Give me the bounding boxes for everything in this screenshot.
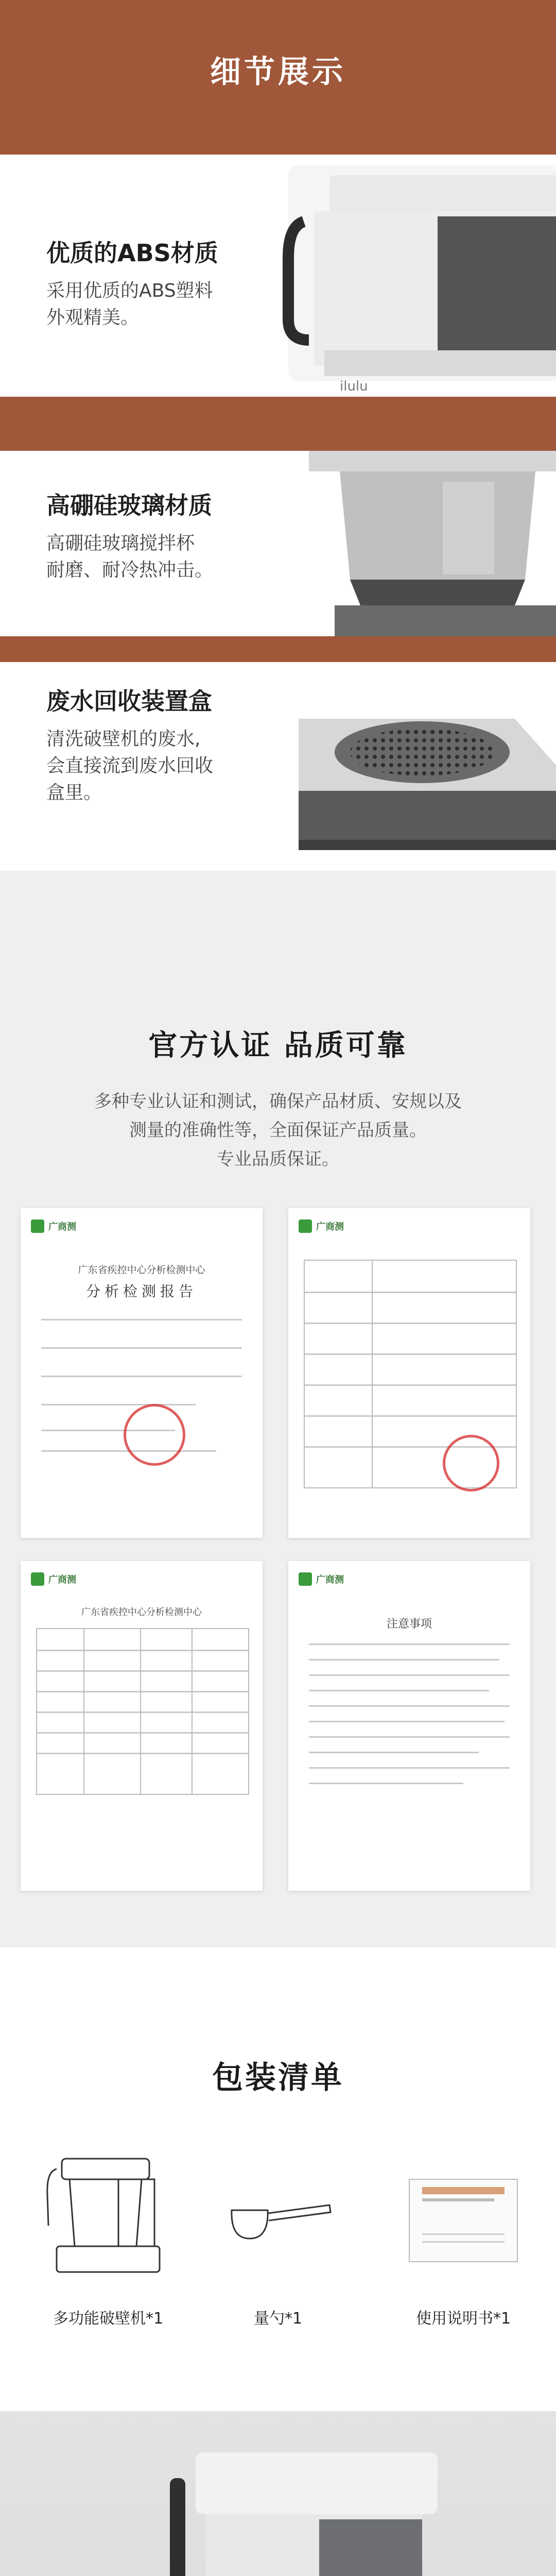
- cert-document: [21, 1561, 263, 1891]
- feature-text: 耐磨、耐冷热冲击。: [46, 560, 214, 581]
- glass-jar-image: [309, 451, 556, 636]
- stamp-icon: [443, 1435, 499, 1492]
- cert-title: 官方认证 品质可靠: [148, 1029, 408, 1062]
- feature-heading: 优质的ABS材质: [46, 239, 218, 267]
- feature-text: 高硼硅玻璃搅拌杯: [46, 533, 195, 554]
- package-item-label: 使用说明书*1: [415, 2310, 511, 2328]
- cert-document: [21, 1208, 263, 1538]
- package-item-label: 多功能破壁机*1: [53, 2310, 164, 2328]
- feature-heading: 废水回收装置盒: [46, 687, 212, 715]
- measuring-spoon-icon: [227, 2190, 335, 2251]
- feature-text: 外观精美。: [46, 307, 140, 328]
- brand-logo-icon: [299, 1219, 312, 1233]
- feature-abs: [0, 155, 556, 397]
- product-photo-illustration: [0, 2411, 556, 2576]
- feature-text: 会直接流到废水回收: [46, 755, 214, 776]
- waste-box-image: [288, 662, 556, 871]
- doc-org: 广东省疾控中心分析检测中心: [81, 1607, 202, 1618]
- doc-brand: 广商测: [316, 1574, 344, 1585]
- brand-logo-icon: [31, 1572, 44, 1586]
- doc-brand: 广商测: [48, 1222, 76, 1232]
- manual-icon: [407, 2177, 520, 2264]
- package-item-label: 量勺*1: [253, 2310, 303, 2328]
- detail-title: 细节展示: [210, 54, 346, 90]
- svg-text:ilulu: ilulu: [340, 379, 368, 394]
- cert-document: [288, 1561, 530, 1891]
- cert-desc-line: 测量的准确性等，全面保证产品质量。: [129, 1120, 427, 1141]
- doc-brand: 广商测: [48, 1574, 76, 1585]
- feature-heading: 高硼硅玻璃材质: [46, 492, 212, 519]
- feature-text: 采用优质的ABS塑料: [46, 280, 213, 301]
- lifestyle-photo: [0, 2411, 556, 2576]
- cert-desc-line: 专业品质保证。: [217, 1149, 339, 1170]
- machine-top-image: [268, 155, 556, 397]
- brand-logo-icon: [299, 1572, 312, 1586]
- package-title: 包装清单: [212, 2060, 344, 2096]
- brand-logo-icon: [31, 1219, 44, 1233]
- cert-document: [288, 1208, 530, 1538]
- feature-glass: [0, 451, 556, 636]
- cert-desc-line: 多种专业认证和测试，确保产品材质、安规以及: [94, 1091, 462, 1112]
- stamp-icon: [124, 1404, 185, 1466]
- doc-brand: 广商测: [316, 1222, 344, 1232]
- feature-waste-box: [0, 662, 556, 871]
- feature-text: 清洗破壁机的废水,: [46, 728, 201, 750]
- blender-icon: [41, 2148, 175, 2282]
- doc-title: 分析检测报告: [85, 1283, 197, 1300]
- notice-title: 注意事项: [386, 1618, 432, 1631]
- doc-table: [36, 1628, 249, 1795]
- doc-org: 广东省疾控中心分析检测中心: [78, 1264, 205, 1276]
- cert-description: [51, 1087, 505, 1174]
- feature-text: 盒里。: [46, 782, 102, 803]
